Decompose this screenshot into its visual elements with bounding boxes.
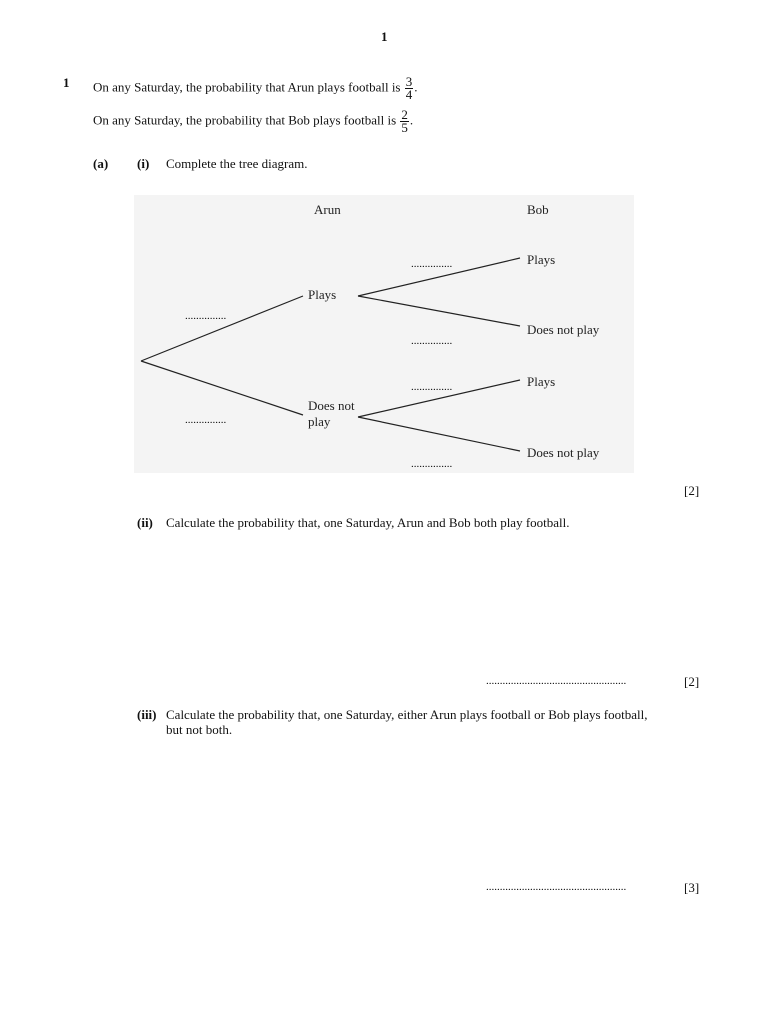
part-a-ii-label: (ii) [137, 515, 153, 530]
blank-arun-plays[interactable]: ............... [185, 310, 227, 322]
part-a-iii-label: (iii) [137, 707, 157, 722]
answer-line-a-ii[interactable]: ................................................... [486, 675, 627, 687]
fraction-arun-denominator: 4 [405, 87, 413, 102]
fraction-bob-numerator: 2 [401, 107, 408, 122]
label-arun-not [308, 398, 355, 430]
fraction-bob [400, 109, 409, 134]
label-arun-plays: Plays [308, 287, 337, 302]
question-number: 1 [63, 75, 70, 90]
tree-header-bob: Bob [527, 202, 549, 217]
marks-a-ii: [2] [684, 674, 700, 689]
intro-line-bob [93, 109, 413, 134]
fraction-bob-denominator: 5 [401, 120, 408, 135]
answer-line-a-iii[interactable]: ................................................... [486, 881, 627, 893]
blank-bob-not-1[interactable]: ............... [411, 335, 453, 347]
intro-line-arun [93, 76, 418, 101]
intro-text-bob: On any Saturday, the probability that Bob plays football is [93, 112, 397, 128]
blank-bob-not-2[interactable]: ............... [411, 458, 453, 470]
intro-period-bob: . [409, 112, 414, 128]
branch-bob-not-2 [358, 417, 520, 451]
label-bob-plays-2: Plays [527, 374, 556, 389]
label-arun-not-line2: play [308, 414, 331, 429]
label-bob-not-2: Does not play [527, 445, 600, 460]
tree-header-arun: Arun [314, 202, 341, 217]
part-a-iii-text-line2: but not both. [166, 722, 233, 737]
branch-bob-not-1 [358, 296, 520, 326]
marks-a-iii: [3] [684, 880, 700, 895]
blank-bob-plays-2[interactable]: ............... [411, 381, 453, 393]
label-bob-not-1: Does not play [527, 322, 600, 337]
part-a-ii-text: Calculate the probability that, one Saturday, Arun and Bob both play football. [166, 515, 570, 530]
blank-bob-plays-1[interactable]: ............... [411, 258, 453, 270]
blank-arun-not[interactable]: ............... [185, 414, 227, 426]
part-a-label: (a) [93, 156, 109, 171]
part-a-i-label: (i) [137, 156, 150, 171]
intro-text-arun: On any Saturday, the probability that Arun plays football is [93, 79, 401, 95]
branch-arun-not [141, 361, 303, 415]
tree-diagram [134, 195, 634, 473]
part-a-i-text: Complete the tree diagram. [166, 156, 308, 171]
branch-arun-plays [141, 296, 303, 361]
part-a-iii-text-line1: Calculate the probability that, one Saturday, either Arun plays football or Bob plays football, [166, 707, 648, 722]
intro-period-arun: . [414, 79, 418, 95]
fraction-arun-numerator: 3 [405, 74, 413, 89]
label-arun-not-line1: Does not [308, 398, 355, 413]
fraction-arun [405, 76, 414, 101]
page-number: 1 [381, 29, 388, 44]
label-bob-plays-1: Plays [527, 252, 556, 267]
marks-a-i: [2] [684, 483, 700, 498]
